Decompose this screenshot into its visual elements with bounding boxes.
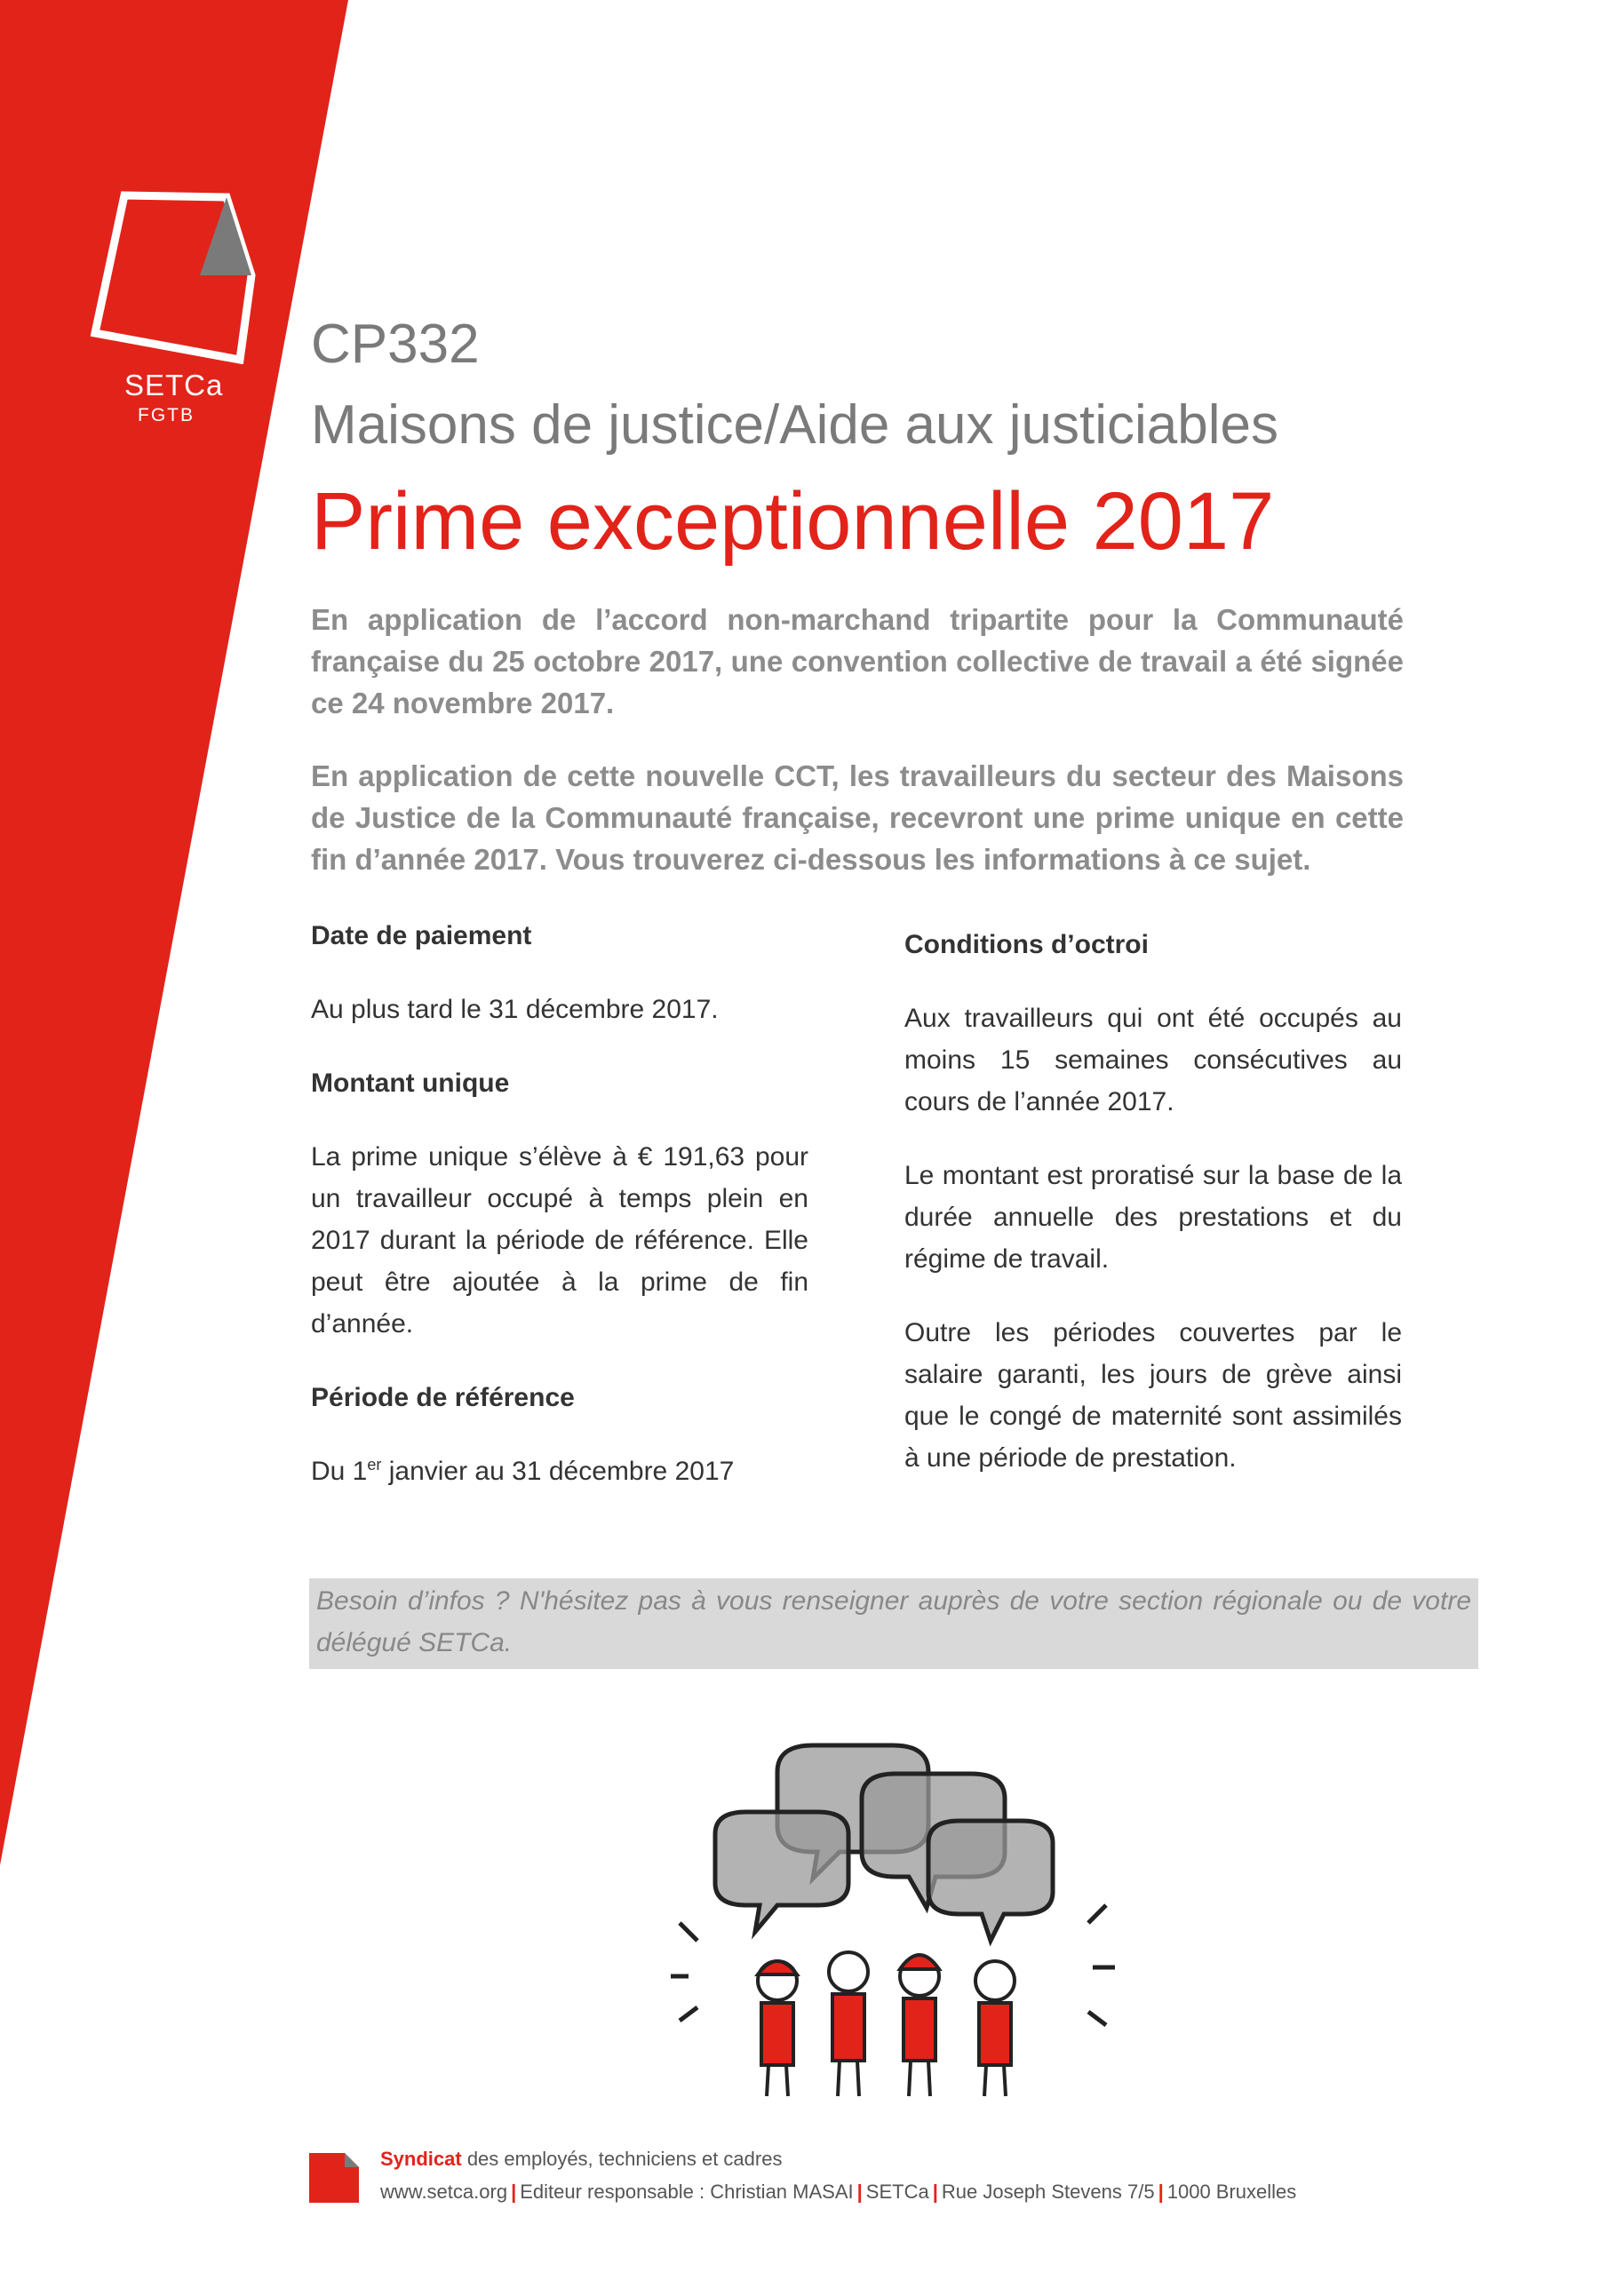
footer-city: 1000 Bruxelles: [1166, 2181, 1297, 2203]
amount-text: La prime unique s’élève à € 191,63 pour un travailleur occupé à temps plein en 2017 durant la période de référence. Elle peut être ajoutée à la prime de fin d’année.: [311, 1142, 808, 1339]
info-box: Besoin d’infos ? N'hésitez pas à vous renseigner auprès de votre section régionale ou de votre délégué SETCa.: [309, 1578, 1478, 1669]
setca-logo: [84, 187, 262, 444]
conditions-paragraph-1: Aux travailleurs qui ont été occupés au moins 15 semaines consécutives au cours de l’année 2017.: [904, 1004, 1402, 1116]
footer-address: Rue Joseph Stevens 7/5: [941, 2181, 1155, 2203]
logo-name: SETCa: [124, 369, 224, 401]
committee-code: CP332: [311, 314, 480, 375]
people-speech-bubbles-illustration: [662, 1736, 1124, 2109]
intro-paragraph-2: En application de cette nouvelle CCT, les travailleurs du secteur des Maisons de Justice de la Communauté française, recevront une prime unique en cette fin d’année 2017. Vous trouverez ci-dessous les informations à ce sujet.: [311, 759, 1404, 876]
page-subtitle: Maisons de justice/Aide aux justiciables: [311, 394, 1278, 456]
setca-logo-icon: [84, 187, 262, 364]
amount-heading: Montant unique: [311, 1069, 510, 1098]
intro-paragraph-1: En application de l’accord non-marchand tripartite pour la Communauté française du 25 octobre 2017, une convention collective de travail a été signée ce 24 novembre 2017.: [311, 603, 1404, 719]
period-suffix: janvier au 31 décembre 2017: [381, 1457, 735, 1486]
footer-syndicat: Syndicat: [380, 2148, 462, 2170]
payment-text: Au plus tard le 31 décembre 2017.: [311, 995, 719, 1024]
logo-sub: FGTB: [138, 405, 195, 425]
page-title: Prime exceptionnelle 2017: [311, 476, 1275, 567]
payment-heading: Date de paiement: [311, 921, 532, 950]
footer-tagline: [380, 2148, 782, 2171]
left-column: [311, 915, 808, 1492]
footer-website-link[interactable]: www.setca.org: [380, 2181, 508, 2203]
period-prefix: Du 1: [311, 1457, 368, 1486]
conditions-heading: Conditions d’octroi: [904, 930, 1149, 959]
period-heading: Période de référence: [311, 1383, 575, 1412]
footer-logo-mark: [309, 2153, 359, 2203]
footer-publisher: Editeur responsable : Christian MASAI: [520, 2181, 854, 2203]
footer-org: SETCa: [865, 2181, 929, 2203]
right-column: [904, 924, 1402, 1479]
period-sup: er: [367, 1456, 382, 1474]
footer-contact: www.setca.org | Editeur responsable : Christian MASAI | SETCa | Rue Joseph Stevens 7/5 | 1000 Bruxelles: [380, 2181, 1297, 2203]
conditions-paragraph-3: Outre les périodes couvertes par le salaire garanti, les jours de grève ainsi que le congé de maternité sont assimilés à une période de prestation.: [904, 1318, 1402, 1473]
footer-tagline-rest: des employés, techniciens et cadres: [461, 2148, 783, 2170]
conditions-paragraph-2: Le montant est proratisé sur la base de la durée annuelle des prestations et du régime de travail.: [904, 1161, 1402, 1274]
period-text: [311, 1450, 808, 1492]
